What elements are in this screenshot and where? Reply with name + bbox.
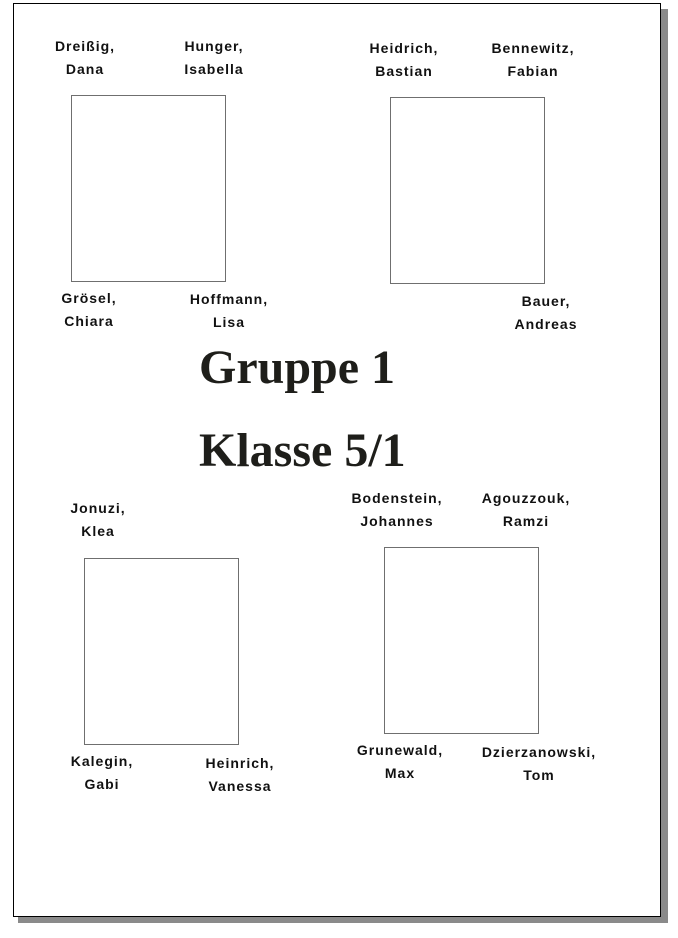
student-last-name: Hunger, [184, 38, 244, 54]
student-last-name: Kalegin, [70, 753, 134, 769]
student-label [463, 37, 603, 83]
student-first-name: Chiara [64, 313, 114, 329]
student-first-name: Dana [65, 61, 105, 77]
student-label [456, 487, 596, 533]
student-label [469, 741, 609, 787]
seating-plan-page [13, 3, 661, 917]
student-label [476, 290, 616, 336]
student-first-name: Lisa [212, 314, 245, 330]
student-label [170, 752, 310, 798]
student-label [15, 35, 155, 81]
student-last-name: Heinrich, [205, 755, 275, 771]
student-last-name: Dreißig, [54, 38, 116, 54]
student-label [19, 287, 159, 333]
student-last-name: Agouzzouk, [481, 490, 571, 506]
student-first-name: Bastian [375, 63, 433, 79]
student-label [327, 487, 467, 533]
student-last-name: Jonuzi, [70, 500, 126, 516]
student-first-name: Klea [81, 523, 115, 539]
student-first-name: Johannes [360, 513, 434, 529]
student-label [334, 37, 474, 83]
student-last-name: Bodenstein, [351, 490, 443, 506]
student-label [330, 739, 470, 785]
student-first-name: Isabella [184, 61, 244, 77]
student-first-name: Andreas [514, 316, 578, 332]
group-heading: Gruppe 1 [199, 341, 396, 394]
student-last-name: Dzierzanowski, [481, 744, 597, 760]
student-first-name: Max [384, 765, 416, 781]
table-frame [84, 558, 239, 745]
student-last-name: Grunewald, [356, 742, 444, 758]
student-last-name: Bennewitz, [491, 40, 575, 56]
student-first-name: Vanessa [208, 778, 272, 794]
table-frame [390, 97, 545, 284]
student-last-name: Hoffmann, [189, 291, 269, 307]
student-last-name: Grösel, [61, 290, 117, 306]
student-label [144, 35, 284, 81]
student-first-name: Ramzi [502, 513, 550, 529]
class-heading: Klasse 5/1 [199, 424, 406, 477]
student-last-name: Heidrich, [369, 40, 439, 56]
student-label [28, 497, 168, 543]
student-first-name: Tom [523, 767, 555, 783]
student-label [159, 288, 299, 334]
student-first-name: Gabi [84, 776, 120, 792]
table-frame [384, 547, 539, 734]
student-label [32, 750, 172, 796]
student-last-name: Bauer, [521, 293, 571, 309]
student-first-name: Fabian [507, 63, 559, 79]
table-frame [71, 95, 226, 282]
